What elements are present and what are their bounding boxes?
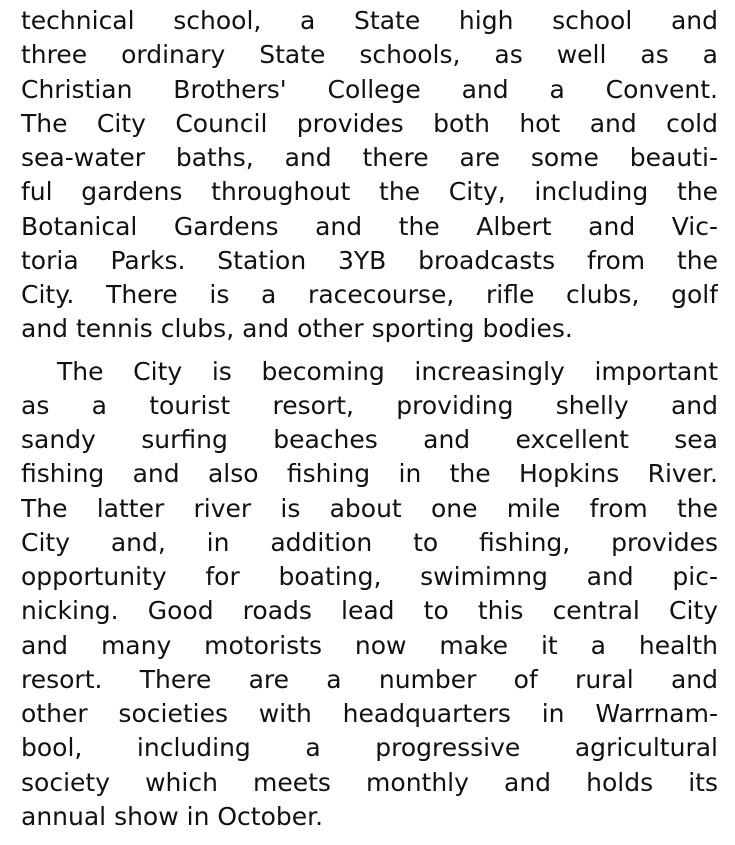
paragraph-2-line: The City is becoming increasingly important (57, 357, 718, 386)
paragraph-2-line: sandy surfing beaches and excellent sea (21, 425, 718, 454)
paragraph-2-line: nicking. Good roads lead to this central City (21, 596, 718, 625)
paragraph-1-line: technical school, a State high school and (21, 6, 718, 35)
paragraph-1-line: Christian Brothers' College and a Convent. (21, 75, 718, 104)
paragraph-1-line: City. There is a racecourse, rifle clubs, golf (21, 280, 718, 309)
paragraph-1-line: The City Council provides both hot and cold (21, 109, 718, 138)
paragraph-2-line: other societies with headquarters in Warrnam- (21, 699, 718, 728)
paragraph-2-line: and many motorists now make it a health (21, 631, 718, 660)
paragraph-1-line: and tennis clubs, and other sporting bodies. (21, 314, 573, 343)
paragraph-2-line: resort. There are a number of rural and (21, 665, 718, 694)
paragraph-2-line: The latter river is about one mile from the (21, 494, 718, 523)
paragraph-2-line: society which meets monthly and holds its (21, 768, 718, 797)
paragraph-1-line: toria Parks. Station 3YB broadcasts from the (21, 246, 718, 275)
paragraph-1-line: Botanical Gardens and the Albert and Vic- (21, 212, 718, 241)
paragraph-2-line: fishing and also fishing in the Hopkins River. (21, 459, 718, 488)
paragraph-2-line: bool, including a progressive agricultural (21, 733, 718, 762)
paragraph-2-line: opportunity for boating, swimimng and pic- (21, 562, 718, 591)
paragraph-2-line: City and, in addition to fishing, provides (21, 528, 718, 557)
paragraph-2-line: as a tourist resort, providing shelly and (21, 391, 718, 420)
paragraph-2-line: annual show in October. (21, 802, 324, 831)
paragraph-1-line: sea-water baths, and there are some beauti- (21, 143, 718, 172)
paragraph-1-line: three ordinary State schools, as well as a (21, 40, 718, 69)
paragraph-1-line: ful gardens throughout the City, including the (21, 177, 718, 206)
